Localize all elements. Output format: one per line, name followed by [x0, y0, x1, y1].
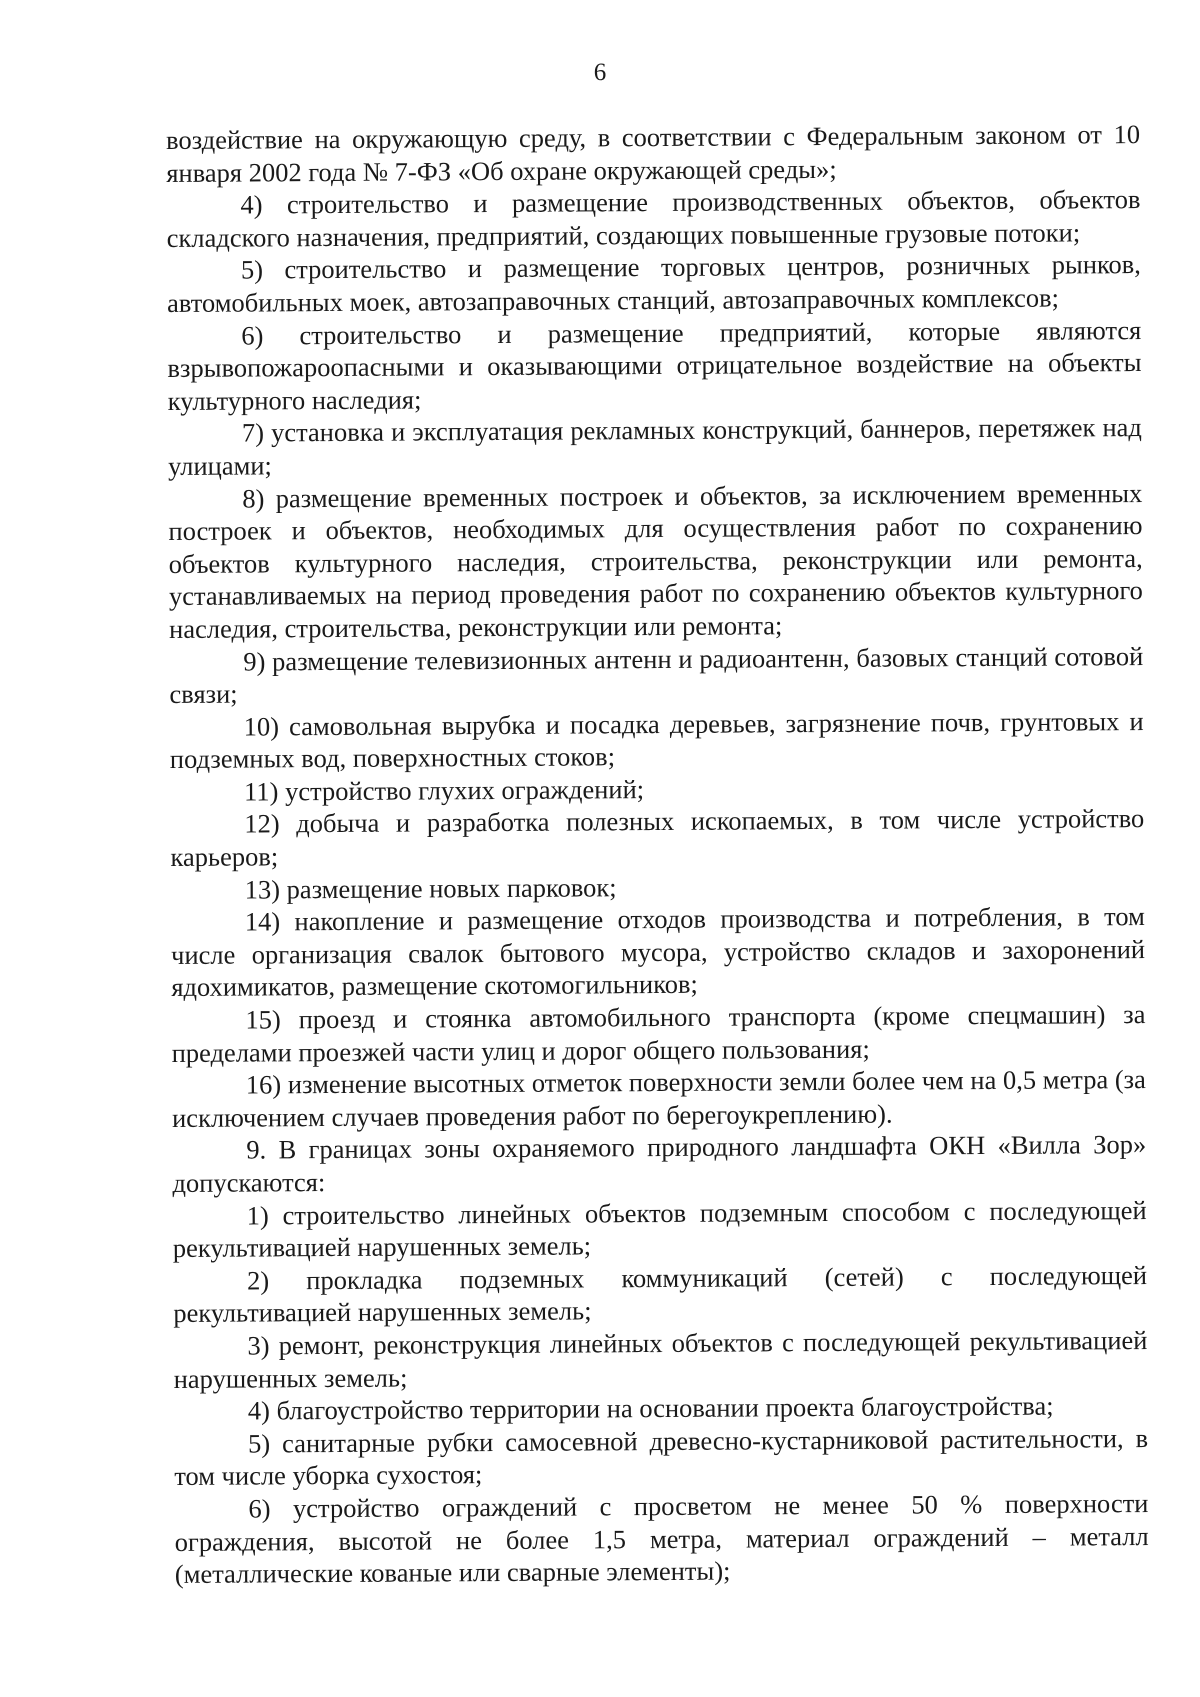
list-item-16: 16) изменение высотных отметок поверхности земли более чем на 0,5 метра (за исключением случаев проведения работ по берегоукреплению). — [171, 1064, 1146, 1133]
list-item-7: 7) установка и эксплуатация рекламных конструкций, баннеров, перетяжек над улицами; — [167, 412, 1142, 481]
allowed-item-4: 4) благоустройство территории на основании проекта благоустройства; — [247, 1390, 1054, 1426]
list-item-14: 14) накопление и размещение отходов производства и потребления, в том числе организация свалок бытового мусора, устройство складов и захоронений ядохимикатов, размещение скотомогильников; — [170, 901, 1146, 1003]
document-body — [166, 118, 1149, 1591]
paragraph-continuation: воздействие на окружающую среду, в соответствии с Федеральным законом от 10 января 2002 года № 7-ФЗ «Об охране окружающей среды»; — [166, 119, 1141, 188]
list-item-9: 9) размещение телевизионных антенн и радиоантенн, базовых станций сотовой связи; — [169, 640, 1144, 710]
list-item-11: 11) устройство глухих ограждений; — [243, 773, 645, 807]
allowed-item-5: 5) санитарные рубки самосевной древесно-кустарниковой растительности, в том числе уборка сухостоя; — [174, 1422, 1149, 1492]
allowed-item-2: 2) прокладка подземных коммуникаций (сетей) с последующей рекультивацией нарушенных земель; — [173, 1259, 1148, 1329]
list-item-5: 5) строительство и размещение торговых центров, розничных рынков, автомобильных моек, автозаправочных станций, автозаправочных комплексов; — [167, 249, 1141, 318]
list-item-15: 15) проезд и стоянка автомобильного транспорта (кроме спецмашин) за пределами проезжей части улиц и дорог общего пользования; — [171, 999, 1146, 1068]
list-item-4: 4) строительство и размещение производственных объектов, объектов складского назначения, предприятий, создающих повышенные грузовые потоки; — [166, 184, 1141, 253]
list-item-6: 6) строительство и размещение предприятий, которые являются взрывопожароопасными и оказывающими отрицательное воздействие на объекты культурного наследия; — [167, 314, 1142, 416]
allowed-item-6: 6) устройство ограждений с просветом не менее 50 % поверхности ограждения, высотой не более 1,5 метра, материал ограждений – металл (металлические кованые или сварные элементы); — [174, 1487, 1149, 1590]
list-item-12: 12) добыча и разработка полезных ископаемых, в том числе устройство карьеров; — [170, 803, 1145, 873]
section-9-heading: 9. В границах зоны охраняемого природного ландшафта ОКН «Вилла Зор» допускаются: — [172, 1129, 1147, 1198]
page-number: 6 — [593, 59, 607, 86]
allowed-item-3: 3) ремонт, реконструкция линейных объектов с последующей рекультивацией нарушенных земель; — [173, 1324, 1148, 1394]
list-item-10: 10) самовольная вырубка и посадка деревьев, загрязнение почв, грунтовых и подземных вод, поверхностных стоков; — [169, 705, 1144, 775]
list-item-8: 8) размещение временных построек и объектов, за исключением временных построек и объектов, необходимых для осуществления работ по сохранению объектов культурного наследия, строительства, реконструкции или ремонта, устанавливаемых на период проведения работ по сохранению объектов культурного наследия, строительства, реконструкции или ремонта; — [168, 477, 1143, 644]
list-item-13: 13) размещение новых парковок; — [244, 871, 617, 905]
allowed-item-1: 1) строительство линейных объектов подземным способом с последующей рекультивацией нарушенных земель; — [172, 1194, 1147, 1264]
